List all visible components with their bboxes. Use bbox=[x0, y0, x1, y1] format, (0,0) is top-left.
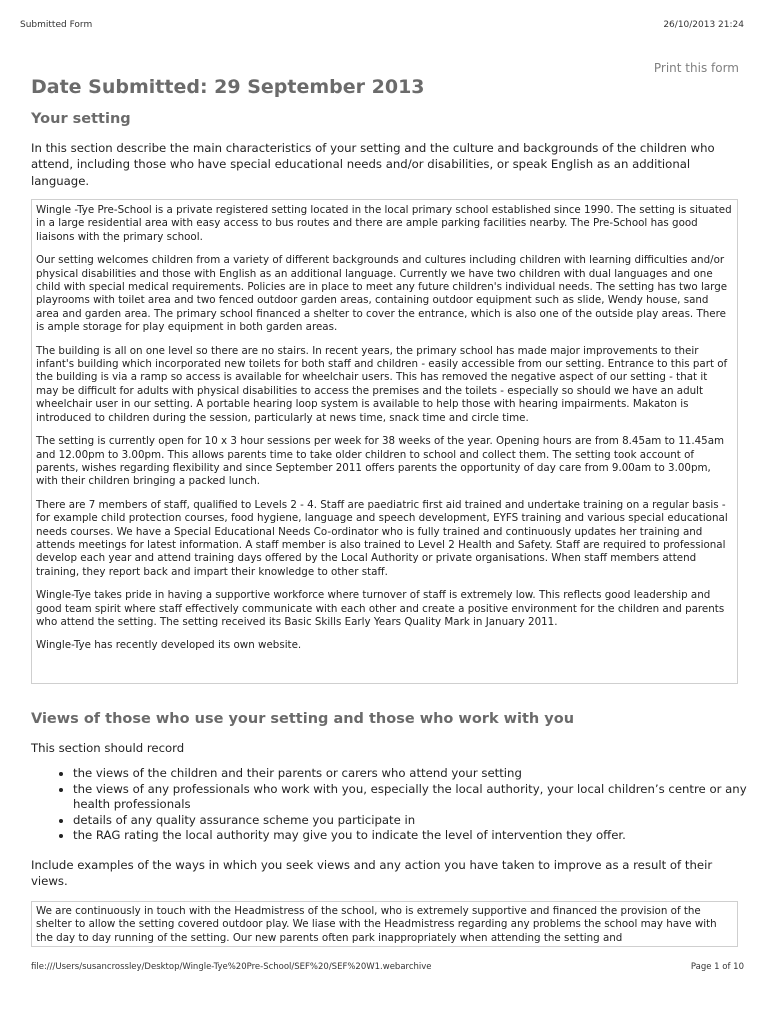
answer-paragraph: The building is all on one level so there are no stairs. In recent years, the primary school has made major improvements to their infant's building which incorporated new toilets for both staff and children - easily accessible from our setting. Entrance to this part of the building is via a ramp so access is available for wheelchair users. This has removed the negative aspect of our setting - that it may be difficult for adults with physical disabilities to access the premises and the toilets - especially so should we have an adult wheelchair user in our setting. A portable hearing loop system is available to help those with hearing impairments. Makaton is introduced to children during the session, particularly at news time, snack time and circle time. bbox=[36, 344, 728, 424]
header-timestamp: 26/10/2013 21:24 bbox=[663, 20, 744, 30]
section-lead: This section should record bbox=[31, 741, 185, 755]
list-item: • the views of any professionals who work with you, especially the local authority, your local children’s centre or any health professionals bbox=[73, 782, 770, 813]
section-instruction: Include examples of the ways in which you seek views and any action you have taken to improve as a result of their views. bbox=[31, 858, 713, 889]
header-form-label: Submitted Form bbox=[20, 20, 93, 30]
print-form-link[interactable]: Print this form bbox=[653, 61, 739, 75]
answer-paragraph: Wingle-Tye takes pride in having a supportive workforce where turnover of staff is extremely low. This reflects good leadership and good team spirit where staff effectively communicate with each other and create a positive environment for the children and parents who attend the setting. The setting received its Basic Skills Early Years Quality Mark in January 2011. bbox=[36, 589, 725, 628]
list-item: • details of any quality assurance scheme you participate in bbox=[73, 813, 770, 829]
answer-paragraph: The setting is currently open for 10 x 3 hour sessions per week for 38 weeks of the year. Opening hours are from 8.45am to 11.45am and 12.00pm to 3.00pm. This allows parents time to take older children to school and collect them. The setting took account of parents, wishes regarding flexibility and since September 2011 offers parents the opportunity of day care from 9.00am to 3.00pm, with their children bringing a packed lunch. bbox=[36, 435, 725, 488]
footer-page-number: Page 1 of 10 bbox=[690, 962, 744, 972]
setting-answer-box bbox=[31, 199, 738, 684]
answer-paragraph: Wingle -Tye Pre-School is a private registered setting located in the local primary school established since 1990. The setting is situated in a large residential area with easy access to bus routes and there are ample parking facilities nearby. The Pre-School has good liaisons with the primary school. bbox=[36, 204, 732, 243]
print-header bbox=[20, 20, 744, 34]
answer-paragraph: Wingle-Tye has recently developed its own website. bbox=[36, 639, 302, 652]
list-item: • the RAG rating the local authority may give you to indicate the level of intervention they offer. bbox=[73, 828, 770, 844]
section-heading-views: Views of those who use your setting and those who work with you bbox=[31, 711, 575, 727]
page-title: Date Submitted: 29 September 2013 bbox=[31, 76, 425, 98]
footer-file-path: file:///Users/susancrossley/Desktop/Wingle-Tye%20Pre-School/SEF%20/SEF%20W1.webarchive bbox=[31, 962, 432, 972]
views-answer-box bbox=[31, 901, 738, 947]
answer-paragraph: We are continuously in touch with the Headmistress of the school, who is extremely supportive and financed the provision of the shelter to allow the setting covered outdoor play. We liase with the Headmistress regarding any problems the school may have with the day to day running of the setting. Our new parents often park inappropriately when attending the setting and bbox=[36, 905, 717, 944]
print-footer bbox=[31, 962, 744, 976]
record-list bbox=[40, 766, 770, 844]
list-item: • the views of the children and their parents or carers who attend your setting bbox=[73, 766, 770, 782]
section-heading-your-setting: Your setting bbox=[31, 111, 131, 127]
section-description: In this section describe the main characteristics of your setting and the culture and backgrounds of the children who attend, including those who have special educational needs and/or disabilities, or speak English as an additional language. bbox=[31, 141, 715, 188]
answer-paragraph: There are 7 members of staff, qualified to Levels 2 - 4. Staff are paediatric first aid trained and undertake training on a regular basis - for example child protection courses, food hygiene, language and speech development, EYFS training and various special educational needs courses. We have a Special Educational Needs Co-ordinator who is fully trained and continuously updates her training and attends meetings for latest information. A staff member is also trained to Level 2 Health and Safety. Staff are required to professional develop each year and attend training days offered by the Local Authority or private organisations. When staff members attend training, they report back and impart their knowledge to other staff. bbox=[36, 498, 728, 578]
answer-paragraph: Our setting welcomes children from a variety of different backgrounds and cultures including children with learning difficulties and/or physical disabilities and those with English as an additional language. Currently we have two children with dual languages and one child with special medical requirements. Policies are in place to meet any future children's individual needs. The setting has two large playrooms with toilet area and two fenced outdoor garden areas, containing outdoor equipment such as slide, Wendy house, sand area and garden area. The primary school financed a shelter to cover the entrance, which is also one of the outside play areas. There is ample storage for play equipment in both garden areas. bbox=[36, 254, 728, 334]
